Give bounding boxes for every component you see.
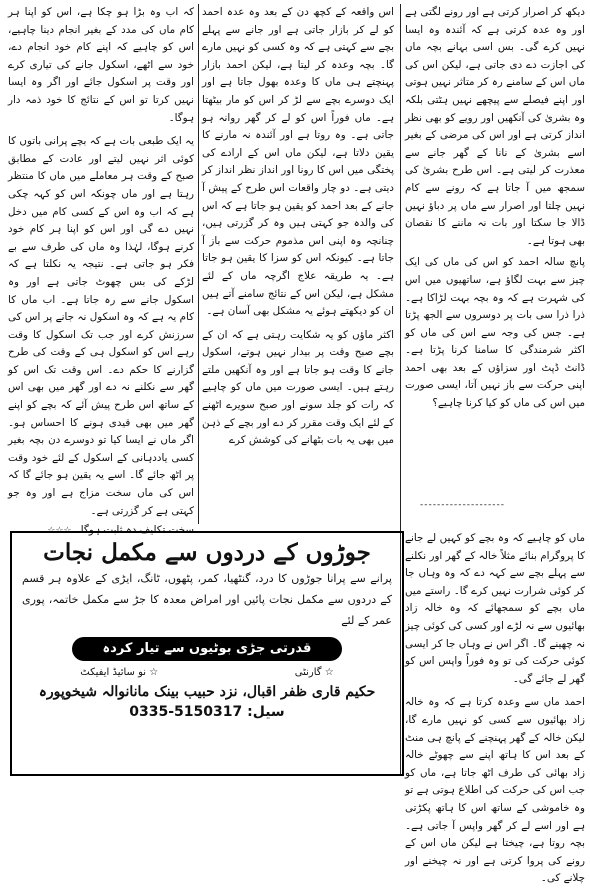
ad-herbal-banner: قدرتی جڑی بوٹیوں سے تیار کردہ — [72, 637, 342, 661]
ad-title: جوڑوں کے دردوں سے مکمل نجات — [43, 539, 371, 566]
advertisement-box — [10, 531, 404, 776]
paragraph: ماں کو چاہیے کہ وہ بچے کو کہیں لے جانے کا پروگرام بنائے مثلاً خالہ کے گھر اور نکلنے سے پہلے بچے سے کہہ دے کہ وہ وہاں جا کر کوئی شرارت نہیں کرے گا۔ راستے میں ماں بچے کو سمجھائے کہ وہ خالہ زاد بھائیوں سے نہ لڑے اور کسی کی کوئی چیز نہ چھینے گا۔ اگر اس نے وہاں جا کر ایسی کوئی حرکت کی تو وہ فوراً واپس اس کو گھر لے جائے گی۔ — [405, 532, 585, 685]
end-stars-icon: ☆☆☆ — [47, 526, 72, 537]
ad-phone — [12, 704, 402, 720]
paragraph: اس واقعہ کے کچھ دن کے بعد وہ عدہ احمد کو لے کر بازار جاتی ہے اور جانے سے پہلے بچے سے کہتی ہے کہ وہ کسی کو نہیں مارے گا۔ بچہ وعدہ کر لیتا ہے، لیکن احمد بازار پہنچتے ہی ماں کا وعدہ بھول جاتا ہے اور ایک دوسرے بچے سے لڑ کر اس کو مار بیٹھتا ہے۔ ماں فوراً اس کو لے کر گھر روانہ ہو جاتی ہے۔ وہ روتا ہے اور آئندہ نہ مارنے کا یقین دلاتا ہے، لیکن ماں اس کے ارادے کی پختگی میں اس کا رونا اور انداز نظر انداز کر دیتی ہے۔ دو چار واقعات اس طرح کے پیش آ جانے کے بعد احمد کو یقین ہو جاتا ہے کہ اس کی والدہ جو کہتی ہیں وہ کر گزرتی ہیں، چنانچہ وہ اپنی اس مذموم حرکت سے باز آ جاتا ہے۔ کیونکہ اس کو سزا کا یقین ہو جاتا ہے۔ یہ طریقہ علاج اگرچہ ماں کے لئے مشکل ہے، لیکن اس کے نتائج سامنے آتے ہیں ان کو دیکھتے ہوئے یہ مشکل بھی آسان ہے۔ — [202, 6, 394, 318]
star-icon: ☆ — [149, 667, 159, 678]
ad-badges — [12, 667, 402, 678]
article-column-middle — [202, 4, 394, 450]
ad-badge-guarantee: ☆ گارنٹی — [294, 667, 334, 678]
ad-badge-no-side-effect: ☆ نو سائیڈ ایفیکٹ — [80, 667, 159, 678]
closing-text: سخت تکلیف دہ ثابت ہوگا۔ — [74, 524, 194, 537]
paragraph: دیکھ کر اصرار کرتی ہے اور رونے لگتی ہے اور وہ عدہ کرتی ہے کہ آئندہ وہ ایسا نہیں کرے گی۔ بس اسی بہانے بچہ ماں کی اجازت دے دی جاتی ہے، لیکن اس کی ماں اس کے سامنے رہ کر متاثر نہیں ہوتی اور اپنے فیصلے سے پیچھے نہیں ہٹتی بلکہ وہ بشریٰ کی آنکھیں اور رویے کو بھی نظر انداز کرتی ہے اور اس کی مرضی کے بغیر اسے بشریٰ کے نانا کے گھر جانے سے معذرت کر لیتی ہے۔ اس طرح بشریٰ کی سمجھ میں آ جاتا ہے کہ رونے سے کام نہیں چلتا اور اصرار سے ماں پر دباؤ نہیں ڈالا جا سکتا اور بات نہ ماننے کا نقصان بھی ہوتا ہے۔ — [405, 6, 585, 247]
ad-body: پرانے سے پرانا جوڑوں کا درد، گنٹھیا، کمر، پٹھوں، ٹانگ، ایڑی کے علاوہ ہر قسم کے دردوں سے مکمل نجات پائیں اور امراض معدہ کا جڑ سے مکمل خاتمہ، پوری عمر کے لئے — [22, 572, 392, 627]
ad-phone-number: 0335-5150317 — [129, 704, 243, 720]
paragraph: کہ اب وہ بڑا ہو چکا ہے، اس کو اپنا ہر کام ماں کی مدد کے بغیر انجام دینا چاہیے، اس کو چاہیے کہ اپنے کام خود انجام دے، خود سے اٹھے، اسکول جانے کی تیاری کرے اور وقت پر اسکول جائے اور اگر وہ ایسا نہیں کرتا تو اس کے نتائج کا خود ذمہ دار ہوگا۔ — [8, 6, 194, 124]
article-column-left — [8, 4, 194, 541]
paragraph: احمد ماں سے وعدہ کرتا ہے کہ وہ خالہ زاد بھائیوں سے کسی کو نہیں مارے گا، لیکن خالہ کے گھر پہنچنے کے پانچ ہی منٹ کے بعد اس کا ہاتھ اپنے سے چھوٹے خالہ زاد بھائی کی طرف اٹھ جاتا ہے، ماں کو جب اس کی حرکت کی اطلاع ہوتی ہے تو وہ خاموشی کے ساتھ اس کا ہاتھ پکڑتی ہے اور اسے لے کر گھر واپس آ جاتی ہے۔ بچہ روتا ہے، چیختا ہے لیکن ماں اس کے رونے کی پروا کرتی ہے اور نہ چیخنے اور چلانے کی۔ — [405, 696, 585, 885]
paragraph: پانچ سالہ احمد کو اس کی ماں کی ایک چیز سے بہت لگاؤ ہے، ساتھیوں میں اس کی شہرت ہے کہ وہ بچہ بہت لڑاکا ہے۔ ذرا ذرا سی بات پر دوسروں سے الجھ پڑتا ہے۔ جس کی وجہ سے اس کی ماں کو اکثر شرمندگی کا سامنا کرنا پڑتا ہے۔ ڈانٹ ڈپٹ اور سزاؤں کے بعد بھی احمد اپنی حرکت سے باز نہیں آتا، ایسی صورت میں اس کی ماں کو کیا کرنا چاہیے؟ — [405, 256, 585, 410]
article-column-right-lower — [405, 530, 585, 888]
paragraph: یہ ایک طبعی بات ہے کہ بچے پرانی باتوں کا کوئی اثر نہیں لیتے اور عادت کے مطابق صبح کے وقت ہر معاملے میں ماں کا منتظر رہتا ہے اور ماں چونکہ اس کو کہہ چکی ہے کہ اب وہ اس کے کسی کام میں دخل نہیں دے گی اور اس کو اپنا ہر کام خود کرنے ہوگا، لہٰذا وہ ماں کی طرف سے بے فکر ہو جاتی ہے۔ نتیجہ یہ نکلتا ہے کہ لڑکے کی بس چھوٹ جاتی ہے اور وہ اسکول جانے سے رہ جاتا ہے۔ اب ماں کا کام یہ ہے کہ وہ اسکول نہ جانے پر اس کی سرزنش کرے اور جب تک اسکول کا وقت رہے اس کو اسکول ہی کے وقت کی طرح گزارنے کا حکم دے۔ اس وقت تک اس کو گھر سے نکلنے نہ دے اور گھر میں بھی اس کے ساتھ اس طرح پیش آئے کہ بچے کو اپنے گھر میں بھی قیدی ہونے کا احساس ہو۔ اگر ماں نے ایسا کیا تو دوسرے دن بچہ بغیر کسی یاددہانی کے اسکول کے لئے خود وقت پر اٹھ جائے گا۔ اسے یہ یقین ہو جائے گا کہ اس کی ماں سخت مزاج ہے اور وہ جو کہتی ہے کر گزرتی ہے۔ — [8, 135, 194, 517]
ad-contact-name: حکیم قاری ظفر اقبال، نزد حبیب بینک مانانوالہ شیخوپورہ — [38, 684, 376, 700]
star-icon: ☆ — [324, 667, 334, 678]
article-column-right — [405, 4, 585, 413]
section-separator: -------------------- — [420, 500, 505, 510]
ad-phone-label: سیل: — [247, 704, 285, 720]
paragraph: اکثر ماؤں کو یہ شکایت رہتی ہے کہ ان کے بچے صبح وقت پر بیدار نہیں ہوتے، اسکول جانے کا وقت ہو جاتا ہے اور وہ آنکھیں ملتے رہتے ہیں۔ ایسی صورت میں ماں کو چاہیے کہ رات کو جلد سونے اور صبح سویرے اٹھنے کے لئے ایک وقت مقرر کر دے اور بچے کے ذہن میں بھی یہ بات بٹھانے کی کوشش کرے — [202, 328, 394, 447]
column-divider-left — [198, 4, 199, 524]
